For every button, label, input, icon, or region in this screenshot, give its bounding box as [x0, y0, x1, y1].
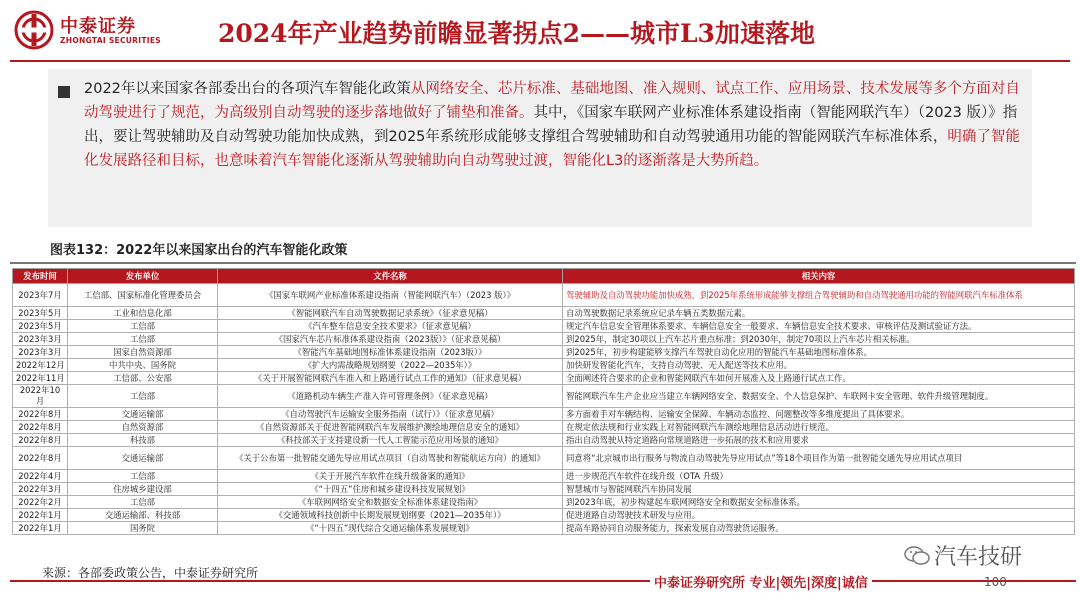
- cell-document: 《“十四五”住房和城乡建设科技发展规划》: [218, 483, 563, 496]
- zhongtai-logo-icon: [14, 10, 54, 50]
- cell-document: 《关于公布第一批智能交通先导应用试点项目（自动驾驶和智能航运方向）的通知》: [218, 447, 563, 470]
- cell-content: 指出自动驾驶从特定道路向常规道路进一步拓展的技术和应用要求: [563, 434, 1075, 447]
- cell-content: 到2025年，初步构建能够支撑汽车驾驶自动化应用的智能汽车基础地图标准体系。: [563, 346, 1075, 359]
- col-header-date: 发布时间: [13, 269, 68, 284]
- cell-unit: 交通运输部: [68, 447, 218, 470]
- col-header-content: 相关内容: [563, 269, 1075, 284]
- cell-unit: 自然资源部: [68, 421, 218, 434]
- cell-document: 《关于开展汽车软件在线升级备案的通知》: [218, 470, 563, 483]
- summary-highlight-2: 明确了智能化发展路径和目标，也意味着汽车智能化逐渐从驾驶辅助向自动驾驶过渡，智能化L3的逐渐落是大势所趋。: [84, 129, 1020, 169]
- page-title: 2024年产业趋势前瞻显著拐点2——城市L3加速落地: [218, 19, 815, 48]
- cell-document: 《国家车联网产业标准体系建设指南（智能网联汽车）（2023 版）》: [218, 284, 563, 307]
- figure-title: 图表132：2022年以来国家出台的汽车智能化政策: [50, 243, 348, 258]
- table-row: [13, 333, 1075, 346]
- table-header-row: [13, 269, 1075, 284]
- cell-date: 2022年12月: [13, 359, 68, 372]
- cell-unit: 住房城乡建设部: [68, 483, 218, 496]
- cell-content: 多方面着手对车辆结构、运输安全保障、车辆动态监控、问题整改等多维度提出了具体要求。: [563, 408, 1075, 421]
- brand-name-cn: 中泰证券: [60, 16, 136, 37]
- table-row: [13, 359, 1075, 372]
- cell-document: 《关于开展智能网联汽车准入和上路通行试点工作的通知》（征求意见稿）: [218, 372, 563, 385]
- summary-box: [48, 69, 1032, 227]
- table-row: [13, 320, 1075, 333]
- cell-date: 2022年2月: [13, 496, 68, 509]
- cell-document: 《车联网网络安全和数据安全标准体系建设指南》: [218, 496, 563, 509]
- cell-unit: 工信部: [68, 385, 218, 408]
- cell-content: 进一步规范汽车软件在线升级（OTA 升级）: [563, 470, 1075, 483]
- table-row: [13, 483, 1075, 496]
- cell-content: 规定汽车信息安全管理体系要求、车辆信息安全一般要求、车辆信息安全技术要求、审核评估及测试验证方法。: [563, 320, 1075, 333]
- cell-document: 《自动驾驶汽车运输安全服务指南（试行）》（征求意见稿）: [218, 408, 563, 421]
- cell-content: 同意将“北京城市出行服务与物流自动驾驶先导应用试点”等18个项目作为第一批智能交通先导应用试点项目: [563, 447, 1075, 470]
- cell-date: 2022年8月: [13, 447, 68, 470]
- cell-date: 2022年3月: [13, 483, 68, 496]
- page-header: [0, 0, 1080, 62]
- cell-content: 提高车路协同自动服务能力，探索发展自动驾驶货运服务。: [563, 522, 1075, 535]
- summary-part-1: 2022年以来国家各部委出台的各项汽车智能化政策: [84, 81, 411, 97]
- cell-date: 2022年8月: [13, 421, 68, 434]
- brand-logo: [14, 10, 164, 54]
- cell-content: 到2025年，制定30项以上汽车芯片重点标准；到2030年，制定70项以上汽车芯片相关标准。: [563, 333, 1075, 346]
- cell-date: 2022年8月: [13, 408, 68, 421]
- footer-divider: [10, 580, 1076, 582]
- col-header-document: 文件名称: [218, 269, 563, 284]
- table-row: [13, 447, 1075, 470]
- figure-divider: [10, 262, 1076, 264]
- cell-document: 《交通领域科技创新中长期发展规划纲要（2021—2035年）》: [218, 509, 563, 522]
- cell-unit: 交通运输部: [68, 408, 218, 421]
- cell-document: 《扩大内需战略规划纲要（2022—2035年）》: [218, 359, 563, 372]
- wechat-icon: [904, 546, 930, 566]
- cell-unit: 工信部: [68, 333, 218, 346]
- table-row: [13, 434, 1075, 447]
- watermark-text: 汽车技研: [934, 545, 1023, 570]
- cell-document: 《智能网联汽车自动驾驶数据记录系统》（征求意见稿）: [218, 307, 563, 320]
- cell-date: 2022年4月: [13, 470, 68, 483]
- cell-date: 2023年3月: [13, 346, 68, 359]
- cell-document: 《道路机动车辆生产准入许可管理条例》（征求意见稿）: [218, 385, 563, 408]
- cell-date: 2023年3月: [13, 333, 68, 346]
- cell-date: 2023年5月: [13, 307, 68, 320]
- cell-unit: 工信部、国家标准化管理委员会: [68, 284, 218, 307]
- cell-date: 2022年1月: [13, 509, 68, 522]
- table-row: [13, 509, 1075, 522]
- header-divider: [10, 60, 1070, 62]
- cell-unit: 中共中央、国务院: [68, 359, 218, 372]
- table-row: [13, 496, 1075, 509]
- summary-text: [84, 77, 1028, 173]
- table-row: [13, 470, 1075, 483]
- cell-content: 智能网联汽车生产企业应当建立车辆网络安全、数据安全、个人信息保护、车联网卡安全管理、软件升级管理制度。: [563, 385, 1075, 408]
- table-row: [13, 421, 1075, 434]
- brand-name-en: ZHONGTAI SECURITIES: [60, 36, 161, 45]
- cell-document: 《“十四五”现代综合交通运输体系发展规划》: [218, 522, 563, 535]
- cell-date: 2022年1月: [13, 522, 68, 535]
- cell-document: 《自然资源部关于促进智能网联汽车发展维护测绘地理信息安全的通知》: [218, 421, 563, 434]
- source-note: 来源：各部委政策公告，中泰证券研究所: [42, 566, 259, 580]
- cell-content: 促进道路自动驾驶技术研发与应用。: [563, 509, 1075, 522]
- cell-unit: 工信部、公安部: [68, 372, 218, 385]
- cell-document: 《汽车整车信息安全技术要求》（征求意见稿）: [218, 320, 563, 333]
- cell-content: 到2023年底，初步构建起车联网网络安全和数据安全标准体系。: [563, 496, 1075, 509]
- cell-unit: 交通运输部、科技部: [68, 509, 218, 522]
- table-row: [13, 408, 1075, 421]
- table-row: [13, 307, 1075, 320]
- cell-unit: 科技部: [68, 434, 218, 447]
- cell-date: 2023年7月: [13, 284, 68, 307]
- summary-part-2: 其中，《国家车联网产业标准体系建设指南（智能网联汽车）（2023 版）》指出，要让驾驶辅助及自动驾驶功能加快成熟，到2025年系统形成能够支撑组合驾驶辅助和自动驾驶通用功能的智能网联汽车标准体系，: [84, 105, 1018, 145]
- cell-unit: 国务院: [68, 522, 218, 535]
- table-row: [13, 372, 1075, 385]
- cell-document: 《科技部关于支持建设新一代人工智能示范应用场景的通知》: [218, 434, 563, 447]
- cell-document: 《国家汽车芯片标准体系建设指南（2023版）》（征求意见稿）: [218, 333, 563, 346]
- cell-unit: 工信部: [68, 320, 218, 333]
- cell-content: 智慧城市与智能网联汽车协同发展: [563, 483, 1075, 496]
- cell-content: 在规定依法规和行业实践上对智能网联汽车测绘地理信息活动进行规范。: [563, 421, 1075, 434]
- cell-unit: 工信部: [68, 470, 218, 483]
- table-row: [13, 284, 1075, 307]
- policy-table: [12, 268, 1075, 535]
- table-row: [13, 346, 1075, 359]
- page-number: 100: [984, 575, 1007, 589]
- cell-date: 2022年11月: [13, 372, 68, 385]
- cell-unit: 工业和信息化部: [68, 307, 218, 320]
- cell-content: 自动驾驶数据记录系统应记录车辆五类数据元素。: [563, 307, 1075, 320]
- summary-highlight-1: 从网络安全、芯片标准、基础地图、准入规则、试点工作、应用场景、技术发展等多个方面对自动驾驶进行了规范，为高级别自动驾驶的逐步落地做好了铺垫和准备。: [84, 81, 1020, 121]
- cell-unit: 工信部: [68, 496, 218, 509]
- col-header-unit: 发布单位: [68, 269, 218, 284]
- cell-content: 加快研发智能化汽车，支持自动驾驶、无人配送等技术应用。: [563, 359, 1075, 372]
- cell-date: 2022年10月: [13, 385, 68, 408]
- cell-date: 2023年5月: [13, 320, 68, 333]
- cell-content: 驾驶辅助及自动驾驶功能加快成熟，到2025年系统形成能够支撑组合驾驶辅助和自动驾驶通用功能的智能网联汽车标准体系: [563, 284, 1075, 307]
- footer-brand: 中泰证券研究所 专业|领先|深度|诚信: [650, 572, 872, 591]
- table-row: [13, 385, 1075, 408]
- cell-content: 全面阐述符合要求的企业和智能网联汽车如何开展准入及上路通行试点工作。: [563, 372, 1075, 385]
- cell-document: 《智能汽车基础地图标准体系建设指南（2023版）》: [218, 346, 563, 359]
- cell-unit: 国家自然资源部: [68, 346, 218, 359]
- square-bullet-icon: [58, 86, 70, 98]
- cell-date: 2022年8月: [13, 434, 68, 447]
- table-row: [13, 522, 1075, 535]
